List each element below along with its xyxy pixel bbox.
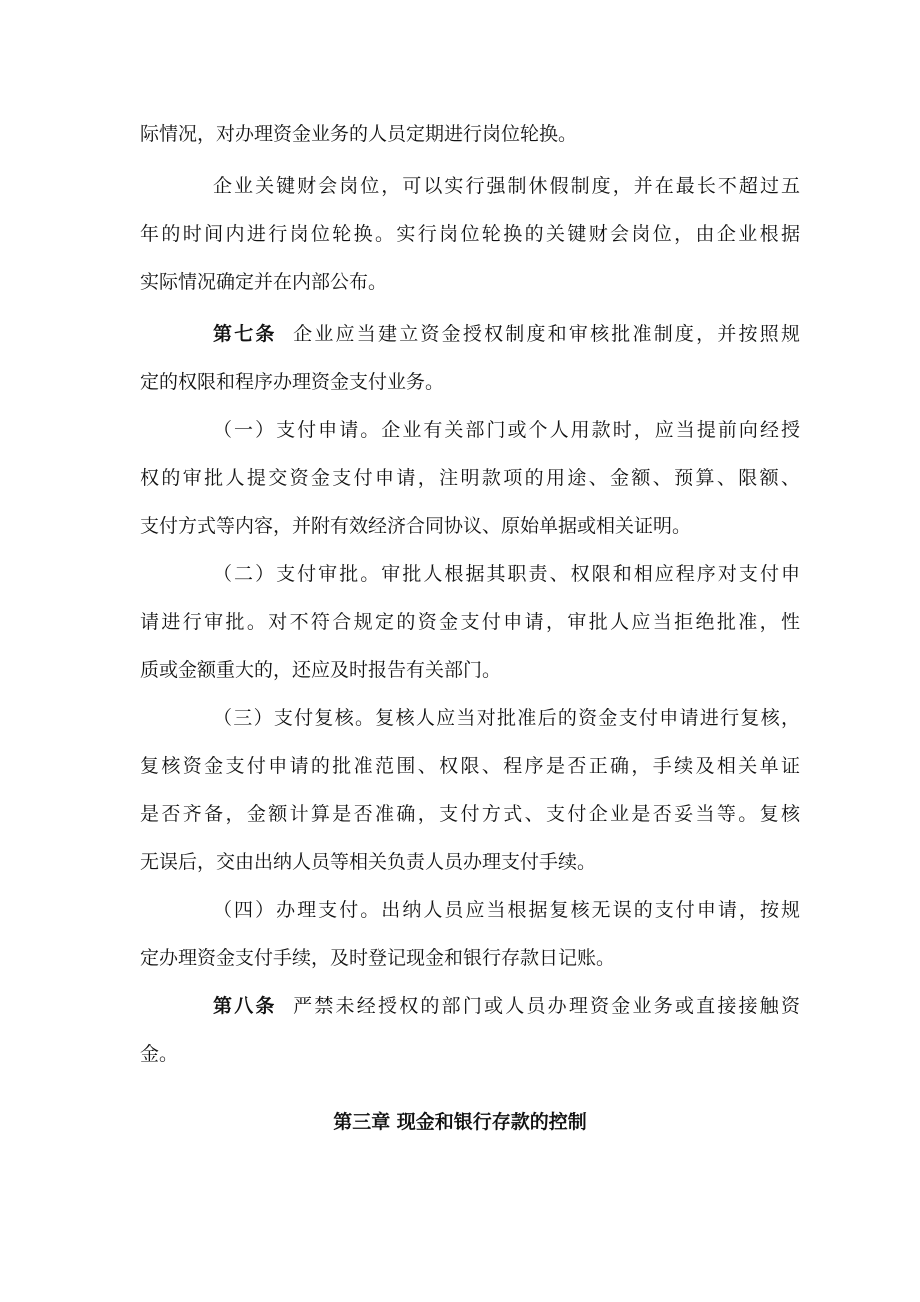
paragraph-line: 金。 — [140, 1043, 179, 1065]
paragraph-line: （二）支付审批。审批人根据其职责、权限和相应程序对支付申 — [213, 563, 800, 585]
article-label: 第八条 — [213, 995, 277, 1017]
paragraph-line: 定的权限和程序办理资金支付业务。 — [140, 371, 445, 393]
paragraph-line: 无误后，交由出纳人员等相关负责人员办理支付手续。 — [140, 851, 597, 873]
chapter-heading: 第三章 现金和银行存款的控制 — [333, 1111, 587, 1133]
paragraph-line: 定办理资金支付手续，及时登记现金和银行存款日记账。 — [140, 947, 616, 969]
paragraph-line: （一）支付申请。企业有关部门或个人用款时，应当提前向经授 — [213, 419, 800, 441]
paragraph-line: 质或金额重大的，还应及时报告有关部门。 — [140, 659, 502, 681]
article-text: 企业应当建立资金授权制度和审核批准制度，并按照规 — [293, 323, 800, 345]
paragraph-line: 复核资金支付申请的批准范围、权限、程序是否正确，手续及相关单证 — [140, 755, 800, 777]
paragraph-line: 权的审批人提交资金支付申请，注明款项的用途、金额、预算、限额、 — [140, 467, 800, 489]
article-line — [213, 318, 800, 350]
paragraph-line: （三）支付复核。复核人应当对批准后的资金支付申请进行复核， — [213, 707, 800, 729]
article-label: 第七条 — [213, 323, 277, 345]
paragraph-line: 际情况，对办理资金业务的人员定期进行岗位轮换。 — [140, 123, 578, 145]
paragraph-line: 实际情况确定并在内部公布。 — [140, 271, 388, 293]
paragraph-line: 年的时间内进行岗位轮换。实行岗位轮换的关键财会岗位，由企业根据 — [140, 223, 800, 245]
paragraph-line: 支付方式等内容，并附有效经济合同协议、原始单据或相关证明。 — [140, 515, 692, 537]
paragraph-line: 是否齐备，金额计算是否准确，支付方式、支付企业是否妥当等。复核 — [140, 803, 800, 825]
paragraph-line: 请进行审批。对不符合规定的资金支付申请，审批人应当拒绝批准，性 — [140, 611, 800, 633]
paragraph-line: （四）办理支付。出纳人员应当根据复核无误的支付申请，按规 — [213, 899, 800, 921]
article-line — [213, 990, 800, 1022]
article-text: 严禁未经授权的部门或人员办理资金业务或直接接触资 — [293, 995, 800, 1017]
paragraph-line: 企业关键财会岗位，可以实行强制休假制度，并在最长不超过五 — [213, 175, 800, 197]
